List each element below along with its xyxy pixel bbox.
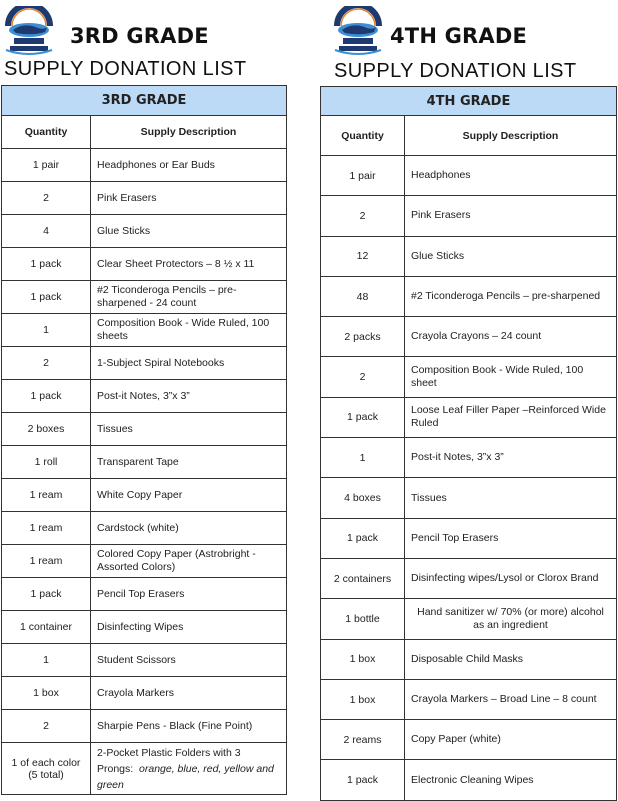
description-cell: Post-it Notes, 3”x 3”: [405, 438, 617, 478]
third-grade-supply-table: [1, 85, 287, 795]
quantity-cell: 2: [321, 357, 405, 397]
description-cell: Disposable Child Masks: [405, 639, 617, 679]
fourth-grade-header: [319, 0, 618, 86]
quantity-cell: 1: [321, 438, 405, 478]
quantity-cell: 1 pair: [321, 156, 405, 196]
quantity-cell: 2: [2, 710, 91, 743]
table-row: [321, 397, 617, 437]
description-cell: Glue Sticks: [91, 215, 287, 248]
description-cell: Pink Erasers: [91, 182, 287, 215]
quantity-cell: 1 ream: [2, 545, 91, 578]
quantity-cell: 2 boxes: [2, 413, 91, 446]
quantity-cell: 1: [2, 314, 91, 347]
quantity-cell: 2: [2, 182, 91, 215]
description-cell: Colored Copy Paper (Astrobright - Assorted Colors): [91, 545, 287, 578]
table-row: [2, 743, 287, 795]
fourth-grade-rows: [321, 156, 617, 801]
quantity-header: Quantity: [2, 116, 91, 149]
table-row: [2, 578, 287, 611]
table-row: [321, 156, 617, 196]
description-cell: Tissues: [91, 413, 287, 446]
table-row: [2, 512, 287, 545]
table-row: [2, 446, 287, 479]
table-row: [2, 413, 287, 446]
table-row: [321, 196, 617, 236]
description-cell: Post-it Notes, 3”x 3”: [91, 380, 287, 413]
quantity-cell: 1 pack: [2, 380, 91, 413]
table-row: [2, 281, 287, 314]
quantity-cell: 1 bottle: [321, 599, 405, 639]
table-row: [2, 149, 287, 182]
quantity-cell: 2 packs: [321, 317, 405, 357]
quantity-cell: 1 pack: [321, 397, 405, 437]
quantity-cell: 1 pack: [321, 760, 405, 800]
fourth-grade-column: [319, 0, 618, 787]
table-row: [2, 215, 287, 248]
quantity-cell: 1 ream: [2, 512, 91, 545]
description-cell: Crayola Markers: [91, 677, 287, 710]
list-title: SUPPLY DONATION LIST: [4, 58, 247, 80]
description-main: 2-Pocket Plastic Folders with 3 Prongs:: [97, 746, 241, 775]
table-row: [2, 479, 287, 512]
description-cell: Tissues: [405, 478, 617, 518]
description-cell: White Copy Paper: [91, 479, 287, 512]
quantity-cell: 1 pair: [2, 149, 91, 182]
quantity-cell: 2 containers: [321, 558, 405, 598]
description-cell: #2 Ticonderoga Pencils – pre-sharpened: [405, 276, 617, 316]
description-cell: Copy Paper (white): [405, 720, 617, 760]
quantity-cell: 1: [2, 644, 91, 677]
table-row: [2, 677, 287, 710]
description-cell: #2 Ticonderoga Pencils – pre-sharpened - 24 count: [91, 281, 287, 314]
table-row: [321, 518, 617, 558]
quantity-cell: 1 roll: [2, 446, 91, 479]
quantity-cell: 1 box: [2, 677, 91, 710]
table-row: [2, 644, 287, 677]
table-row: [2, 380, 287, 413]
description-cell: Pencil Top Erasers: [91, 578, 287, 611]
quantity-cell: 48: [321, 276, 405, 316]
description-cell: Sharpie Pens - Black (Fine Point): [91, 710, 287, 743]
description-cell: Crayola Markers – Broad Line – 8 count: [405, 679, 617, 719]
description-cell: Composition Book - Wide Ruled, 100 sheet: [405, 357, 617, 397]
grade-band: 3RD GRADE: [2, 86, 287, 116]
table-row: [321, 357, 617, 397]
quantity-line: 1 of each color: [11, 756, 81, 769]
table-row: [2, 347, 287, 380]
folder-colors: orange, blue, red, yellow and green: [97, 762, 274, 791]
table-row: [321, 317, 617, 357]
quantity-cell: 1 container: [2, 611, 91, 644]
description-cell: Clear Sheet Protectors – 8 ½ x 11: [91, 248, 287, 281]
quantity-cell: 1 ream: [2, 479, 91, 512]
fourth-grade-supply-table: [320, 86, 617, 801]
quantity-cell: [2, 743, 91, 795]
quantity-header: Quantity: [321, 116, 405, 156]
description-cell: Pencil Top Erasers: [405, 518, 617, 558]
description-cell: Cardstock (white): [91, 512, 287, 545]
grade-title: 3RD GRADE: [70, 24, 209, 48]
third-grade-column: [0, 0, 288, 791]
quantity-cell: 1 pack: [2, 281, 91, 314]
quantity-cell: 1 pack: [2, 248, 91, 281]
description-cell: [91, 743, 287, 795]
description-cell: Transparent Tape: [91, 446, 287, 479]
description-cell: Headphones: [405, 156, 617, 196]
quantity-line: (5 total): [28, 768, 64, 781]
table-row: [321, 438, 617, 478]
quantity-cell: 4 boxes: [321, 478, 405, 518]
grade-title: 4TH GRADE: [390, 24, 528, 48]
table-row: [321, 599, 617, 639]
third-grade-rows: [2, 149, 287, 743]
school-logo-icon: [331, 6, 385, 56]
description-cell: Glue Sticks: [405, 236, 617, 276]
quantity-cell: 2 reams: [321, 720, 405, 760]
description-cell: Electronic Cleaning Wipes: [405, 760, 617, 800]
description-cell: Pink Erasers: [405, 196, 617, 236]
description-cell: Crayola Crayons – 24 count: [405, 317, 617, 357]
quantity-cell: 1 box: [321, 679, 405, 719]
quantity-cell: 4: [2, 215, 91, 248]
quantity-cell: 1 pack: [2, 578, 91, 611]
quantity-cell: 12: [321, 236, 405, 276]
table-row: [2, 248, 287, 281]
table-row: [321, 276, 617, 316]
quantity-cell: 1 pack: [321, 518, 405, 558]
quantity-cell: 2: [321, 196, 405, 236]
grade-band: 4TH GRADE: [321, 87, 617, 116]
description-cell: Disinfecting wipes/Lysol or Clorox Brand: [405, 558, 617, 598]
table-row: [2, 710, 287, 743]
table-row: [321, 720, 617, 760]
description-header: Supply Description: [91, 116, 287, 149]
description-cell: Hand sanitizer w/ 70% (or more) alcohol as an ingredient: [405, 599, 617, 639]
description-cell: Disinfecting Wipes: [91, 611, 287, 644]
description-cell: Headphones or Ear Buds: [91, 149, 287, 182]
description-cell: Loose Leaf Filler Paper –Reinforced Wide Ruled: [405, 397, 617, 437]
table-row: [2, 182, 287, 215]
table-row: [321, 478, 617, 518]
table-row: [321, 639, 617, 679]
table-row: [2, 545, 287, 578]
third-grade-header: [0, 0, 288, 86]
quantity-cell: 2: [2, 347, 91, 380]
table-row: [321, 236, 617, 276]
table-row: [321, 760, 617, 800]
table-row: [2, 314, 287, 347]
school-logo-icon: [2, 6, 56, 56]
table-row: [2, 611, 287, 644]
description-header: Supply Description: [405, 116, 617, 156]
quantity-cell: 1 box: [321, 639, 405, 679]
description-cell: 1-Subject Spiral Notebooks: [91, 347, 287, 380]
description-cell: Student Scissors: [91, 644, 287, 677]
description-cell: Composition Book - Wide Ruled, 100 sheets: [91, 314, 287, 347]
table-row: [321, 558, 617, 598]
list-title: SUPPLY DONATION LIST: [334, 60, 577, 82]
table-row: [321, 679, 617, 719]
